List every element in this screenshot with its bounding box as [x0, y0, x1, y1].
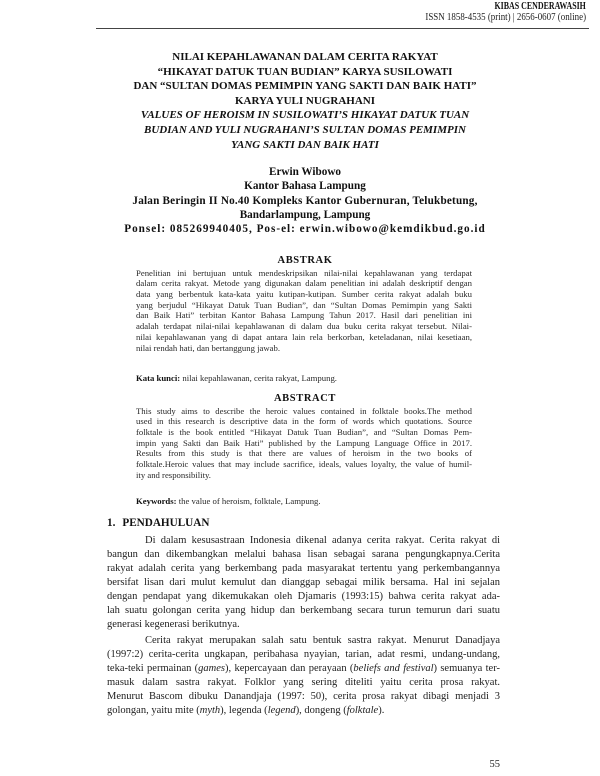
paragraph-2 [107, 634, 500, 718]
body-line: masuk dalam sastra rakyat. Folklor yang sering diteliti yaitu cerita prosa rakyat. [107, 677, 500, 688]
body-line: rakyat adalah cerita yang berkembang pada masyarakat tertentu yang perkembangannya [107, 563, 500, 574]
author-block [107, 165, 503, 236]
title-id-line-4: KARYA YULI NUGRAHANI [235, 94, 375, 107]
abstract-line: impin yang Sakti dan Baik Hati” published by the Lampung Language Office in 2017. [136, 437, 472, 448]
body-text-segment: teka-teki permainan ( [107, 663, 199, 674]
italic-term-folktale: folktale [346, 705, 379, 716]
body-line: Di dalam kesusastraan Indonesia dikenal adanya cerita rakyat. Cerita rakyat di [145, 535, 500, 546]
body-text-segment: ), kepercayaan dan perayaan ( [225, 663, 354, 674]
abstract-line: Results from this study is that there are values of heroism in the two books of [136, 448, 472, 459]
keywords [136, 496, 472, 507]
abstrak-line: dalam cerita rakyat. Metode yang digunakan dalam penelitian ini adalah deskriptif dengan [136, 278, 472, 289]
keywords-text: the value of heroism, folktale, Lampung. [178, 495, 321, 506]
italic-term-legend: legend [267, 705, 296, 716]
author-contact: Ponsel: 085269940405, Pos-el: erwin.wibowo@kemdikbud.go.id [124, 223, 486, 236]
paragraph-1 [107, 534, 500, 632]
title-id-line-1: NILAI KEPAHLAWANAN DALAM CERITA RAKYAT [172, 51, 438, 63]
page-number: 55 [489, 759, 500, 770]
abstract-line: folktale is the book entitled “Hikayat Datuk Tuan Budian”, and “Sultan Domas Pem- [136, 427, 472, 437]
section-title: PENDAHULUAN [122, 517, 210, 529]
body-text-segment: ) semuanya ter- [433, 663, 500, 674]
body-text-segment: ). [378, 705, 385, 716]
body-text-segment: ), legenda ( [220, 705, 268, 716]
author-address-line-1: Jalan Beringin II No.40 Kompleks Kantor Gubernuran, Telukbetung, [132, 194, 478, 207]
title-en-line-1: VALUES OF HEROISM IN SUSILOWATI’S HIKAYAT DATUK TUAN [140, 109, 470, 122]
title-en-line-3: YANG SAKTI DAN BAIK HATI [231, 138, 379, 151]
abstract-heading: ABSTRACT [274, 393, 336, 404]
body-text-segment: ), dongeng ( [295, 705, 347, 716]
abstrak-line: nilai kepahlawanan yang di dapat antara lain rela berkorban, keteladanan, nilai kesetiaan, [136, 331, 472, 342]
title-id-line-2: “HIKAYAT DATUK TUAN BUDIAN” KARYA SUSILOWATI [157, 65, 453, 78]
body-line: generasi kegenerasi berikutnya. [107, 619, 240, 630]
abstract-line: used in this research is descriptive data in the form of words which quotations. Source [136, 416, 472, 427]
body-line [107, 662, 500, 676]
body-line: dengan pendapat yang dikemukakan oleh Djamaris (1993:15) bahwa cerita rakyat ada- [107, 591, 500, 602]
title-en-line-2: BUDIAN AND YULI NUGRAHANI’S SULTAN DOMAS PEMIMPIN [144, 123, 466, 136]
journal-name: KIBAS CENDERAWASIH [494, 0, 586, 12]
section-heading [107, 517, 209, 529]
body-line: Cerita rakyat merupakan salah satu bentuk sastra rakyat. Menurut Danadjaya [145, 635, 500, 646]
author-address-line-2: Bandarlampung, Lampung [239, 208, 371, 221]
abstract-line: This study aims to describe the heroic values contained in folktale books.The method [136, 405, 472, 416]
abstract-body [136, 406, 472, 481]
kata-kunci-label: Kata kunci: [136, 372, 181, 383]
italic-term-beliefs-festival: beliefs and festival [353, 663, 434, 674]
section-number: 1. [107, 517, 116, 529]
abstrak-heading: ABSTRAK [277, 255, 333, 266]
italic-term-myth: myth [199, 705, 221, 716]
body-line: (1997:2) cerita-cerita ungkapan, peribahasa nyayian, tarian, adat resmi, undang-undang, [107, 649, 500, 660]
author-institution: Kantor Bahasa Lampung [244, 180, 366, 193]
abstract-line: folktale.Heroic values that may include sacrifice, ideals, values loyalty, the value of humil- [136, 459, 472, 470]
article-title [107, 50, 503, 152]
abstrak-line: nilai rendah hati, dan bertanggung jawab. [136, 342, 281, 353]
body-line: bersifat lisan dari mulut kemulut dan dianggap sebagai milik bersama. Hal ini sejalan [107, 577, 500, 588]
abstrak-line: Penelitian ini bertujuan untuk mendeskripsikan nilai-nilai kepahlawanan yang terdapat [136, 267, 472, 278]
keywords-label: Keywords: [136, 495, 177, 506]
abstrak-body [136, 268, 472, 354]
abstrak-line: adalah terdapat nilai-nilai kepahlawanan di dalam dua buku cerita rakyat tersebut. Nilai- [136, 321, 472, 332]
body-text-segment: golongan, yaitu mite ( [107, 705, 200, 716]
kata-kunci [136, 373, 472, 384]
body-line: lah suatu golongan cerita yang hidup dan berkembang secara turun temurun dari suatu [107, 605, 500, 616]
abstrak-line: data yang berbentuk kata-kata yaitu kutipan-kutipan. Sumber cerita rakyat adalah buku [136, 289, 472, 299]
body-line: Menurut Bascom dibuku Danandjaja (1997: 50), cerita prosa rakyat dibagi menjadi 3 [107, 691, 500, 702]
abstrak-line: yang berjudul “Hikayat Datuk Tuan Budian”, dan “Sultan Domas Pemimpin yang Sakti [136, 299, 472, 310]
italic-term-games: games [198, 663, 226, 674]
abstrak-line: dan Baik Hati” terbitan Kantor Bahasa Lampung Tahun 2017. Hasil dari penelitian ini [136, 310, 472, 321]
body-line [107, 704, 500, 718]
body-line: bangun dan dikembangkan melalui bahasa lisan sebagai sarana pengungkapnya.Cerita [107, 549, 500, 560]
abstract-line: ity and responsibility. [136, 469, 211, 480]
author-name: Erwin Wibowo [268, 166, 341, 178]
header-divider [96, 28, 589, 29]
journal-issn: ISSN 1858-4535 (print) | 2656-0607 (online) [425, 12, 586, 23]
kata-kunci-text: nilai kepahlawanan, cerita rakyat, Lampung. [182, 372, 337, 383]
title-id-line-3: DAN “SULTAN DOMAS PEMIMPIN YANG SAKTI DAN BAIK HATI” [133, 80, 477, 93]
